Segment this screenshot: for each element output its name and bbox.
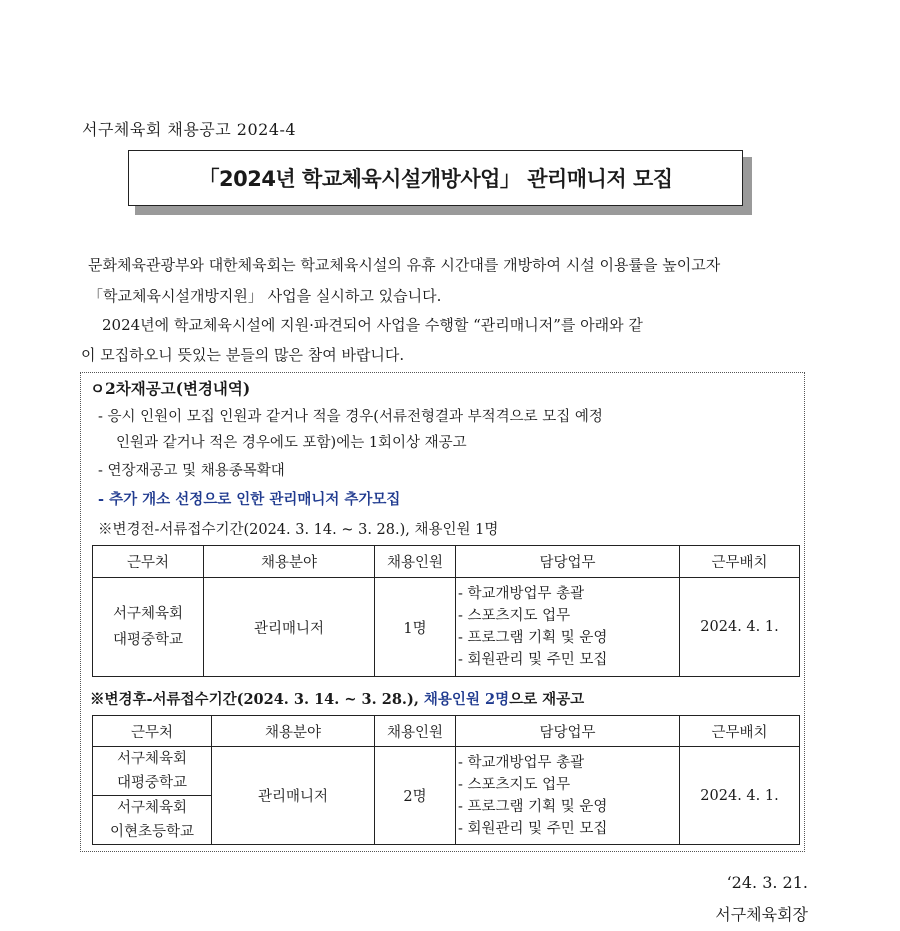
header-count: 채용인원 <box>375 546 456 578</box>
signature: 서구체육회장 <box>715 905 808 924</box>
workplace-line: 서구체육회 <box>112 606 184 622</box>
after-note-highlight: 채용인원 2명 <box>423 691 510 708</box>
header-duties: 담당업무 <box>456 716 680 747</box>
table-header-row <box>93 546 800 578</box>
count-cell: 1명 <box>375 578 456 677</box>
header-duties: 담당업무 <box>456 546 680 578</box>
placement-cell: 2024. 4. 1. <box>680 578 800 677</box>
duty-item: - 프로그램 기획 및 운영 <box>458 630 608 646</box>
header-field: 채용분야 <box>204 546 375 578</box>
workplace-line: 대평중학교 <box>112 632 184 648</box>
workplace-line: 서구체육회 <box>116 800 188 816</box>
workplace-line: 대평중학교 <box>116 775 188 791</box>
duty-item: - 회원관리 및 주민 모집 <box>458 652 608 668</box>
duty-item: - 스포츠지도 업무 <box>458 776 571 793</box>
duty-item: - 프로그램 기획 및 운영 <box>458 798 608 815</box>
header-workplace: 근무처 <box>93 546 204 578</box>
intro-line-4: 이 모집하오니 뜻있는 분들의 많은 참여 바랍니다. <box>81 346 405 364</box>
workplace-cell <box>93 747 212 796</box>
after-note-prefix: ※변경후-서류접수기간(2024. 3. 14. ~ 3. 28.), <box>90 691 424 708</box>
duties-cell <box>456 747 680 845</box>
before-change-note: ※변경전-서류접수기간(2024. 3. 14. ~ 3. 28.), 채용인원 1명 <box>98 522 499 538</box>
intro-line-2: 「학교체육시설개방지원」 사업을 실시하고 있습니다. <box>88 287 442 305</box>
after-change-table <box>92 715 800 845</box>
header-count: 채용인원 <box>375 716 456 747</box>
notice-date: ‘24. 3. 21. <box>726 873 808 892</box>
before-change-table <box>92 545 800 677</box>
table-row <box>93 578 800 677</box>
header-placement: 근무배치 <box>680 546 800 578</box>
header-field: 채용분야 <box>212 716 375 747</box>
table-header-row <box>93 716 800 747</box>
workplace-cell <box>93 796 212 845</box>
section-line-4: - 추가 개소 선정으로 인한 관리매니저 추가모집 <box>98 491 401 508</box>
intro-line-3: 2024년에 학교체육시설에 지원·파견되어 사업을 수행할 “관리매니저”를 아래와 같 <box>102 316 643 334</box>
after-note-suffix: 으로 재공고 <box>509 691 585 708</box>
table-row <box>93 747 800 796</box>
after-change-note <box>90 688 584 709</box>
duty-item: - 회원관리 및 주민 모집 <box>458 820 608 837</box>
placement-cell: 2024. 4. 1. <box>680 747 800 845</box>
section-line-2: 인원과 같거나 적은 경우에도 포함)에는 1회이상 재공고 <box>116 435 467 451</box>
workplace-cell <box>93 578 204 677</box>
workplace-line: 서구체육회 <box>116 751 188 767</box>
field-cell: 관리매니저 <box>204 578 375 677</box>
section-line-1: - 응시 인원이 모집 인원과 같거나 적을 경우(서류전형결과 부적격으로 모집 예정 <box>98 409 603 425</box>
section-title: ㅇ2차재공고(변경내역) <box>90 379 251 398</box>
duty-item: - 스포츠지도 업무 <box>458 608 571 624</box>
duty-item: - 학교개방업무 총괄 <box>458 586 585 602</box>
duties-cell <box>456 578 680 677</box>
intro-line-1: 문화체육관광부와 대한체육회는 학교체육시설의 유휴 시간대를 개방하여 시설 이용률을 높이고자 <box>88 256 721 274</box>
header-workplace: 근무처 <box>93 716 212 747</box>
field-cell: 관리매니저 <box>212 747 375 845</box>
duty-item: - 학교개방업무 총괄 <box>458 754 585 771</box>
page-title: 「2024년 학교체육시설개방사업」 관리매니저 모집 <box>128 150 743 206</box>
workplace-line: 이현초등학교 <box>109 824 195 840</box>
notice-number: 서구체육회 채용공고 2024-4 <box>82 120 297 139</box>
section-line-3: - 연장재공고 및 채용종목확대 <box>98 463 285 479</box>
count-cell: 2명 <box>375 747 456 845</box>
header-placement: 근무배치 <box>680 716 800 747</box>
